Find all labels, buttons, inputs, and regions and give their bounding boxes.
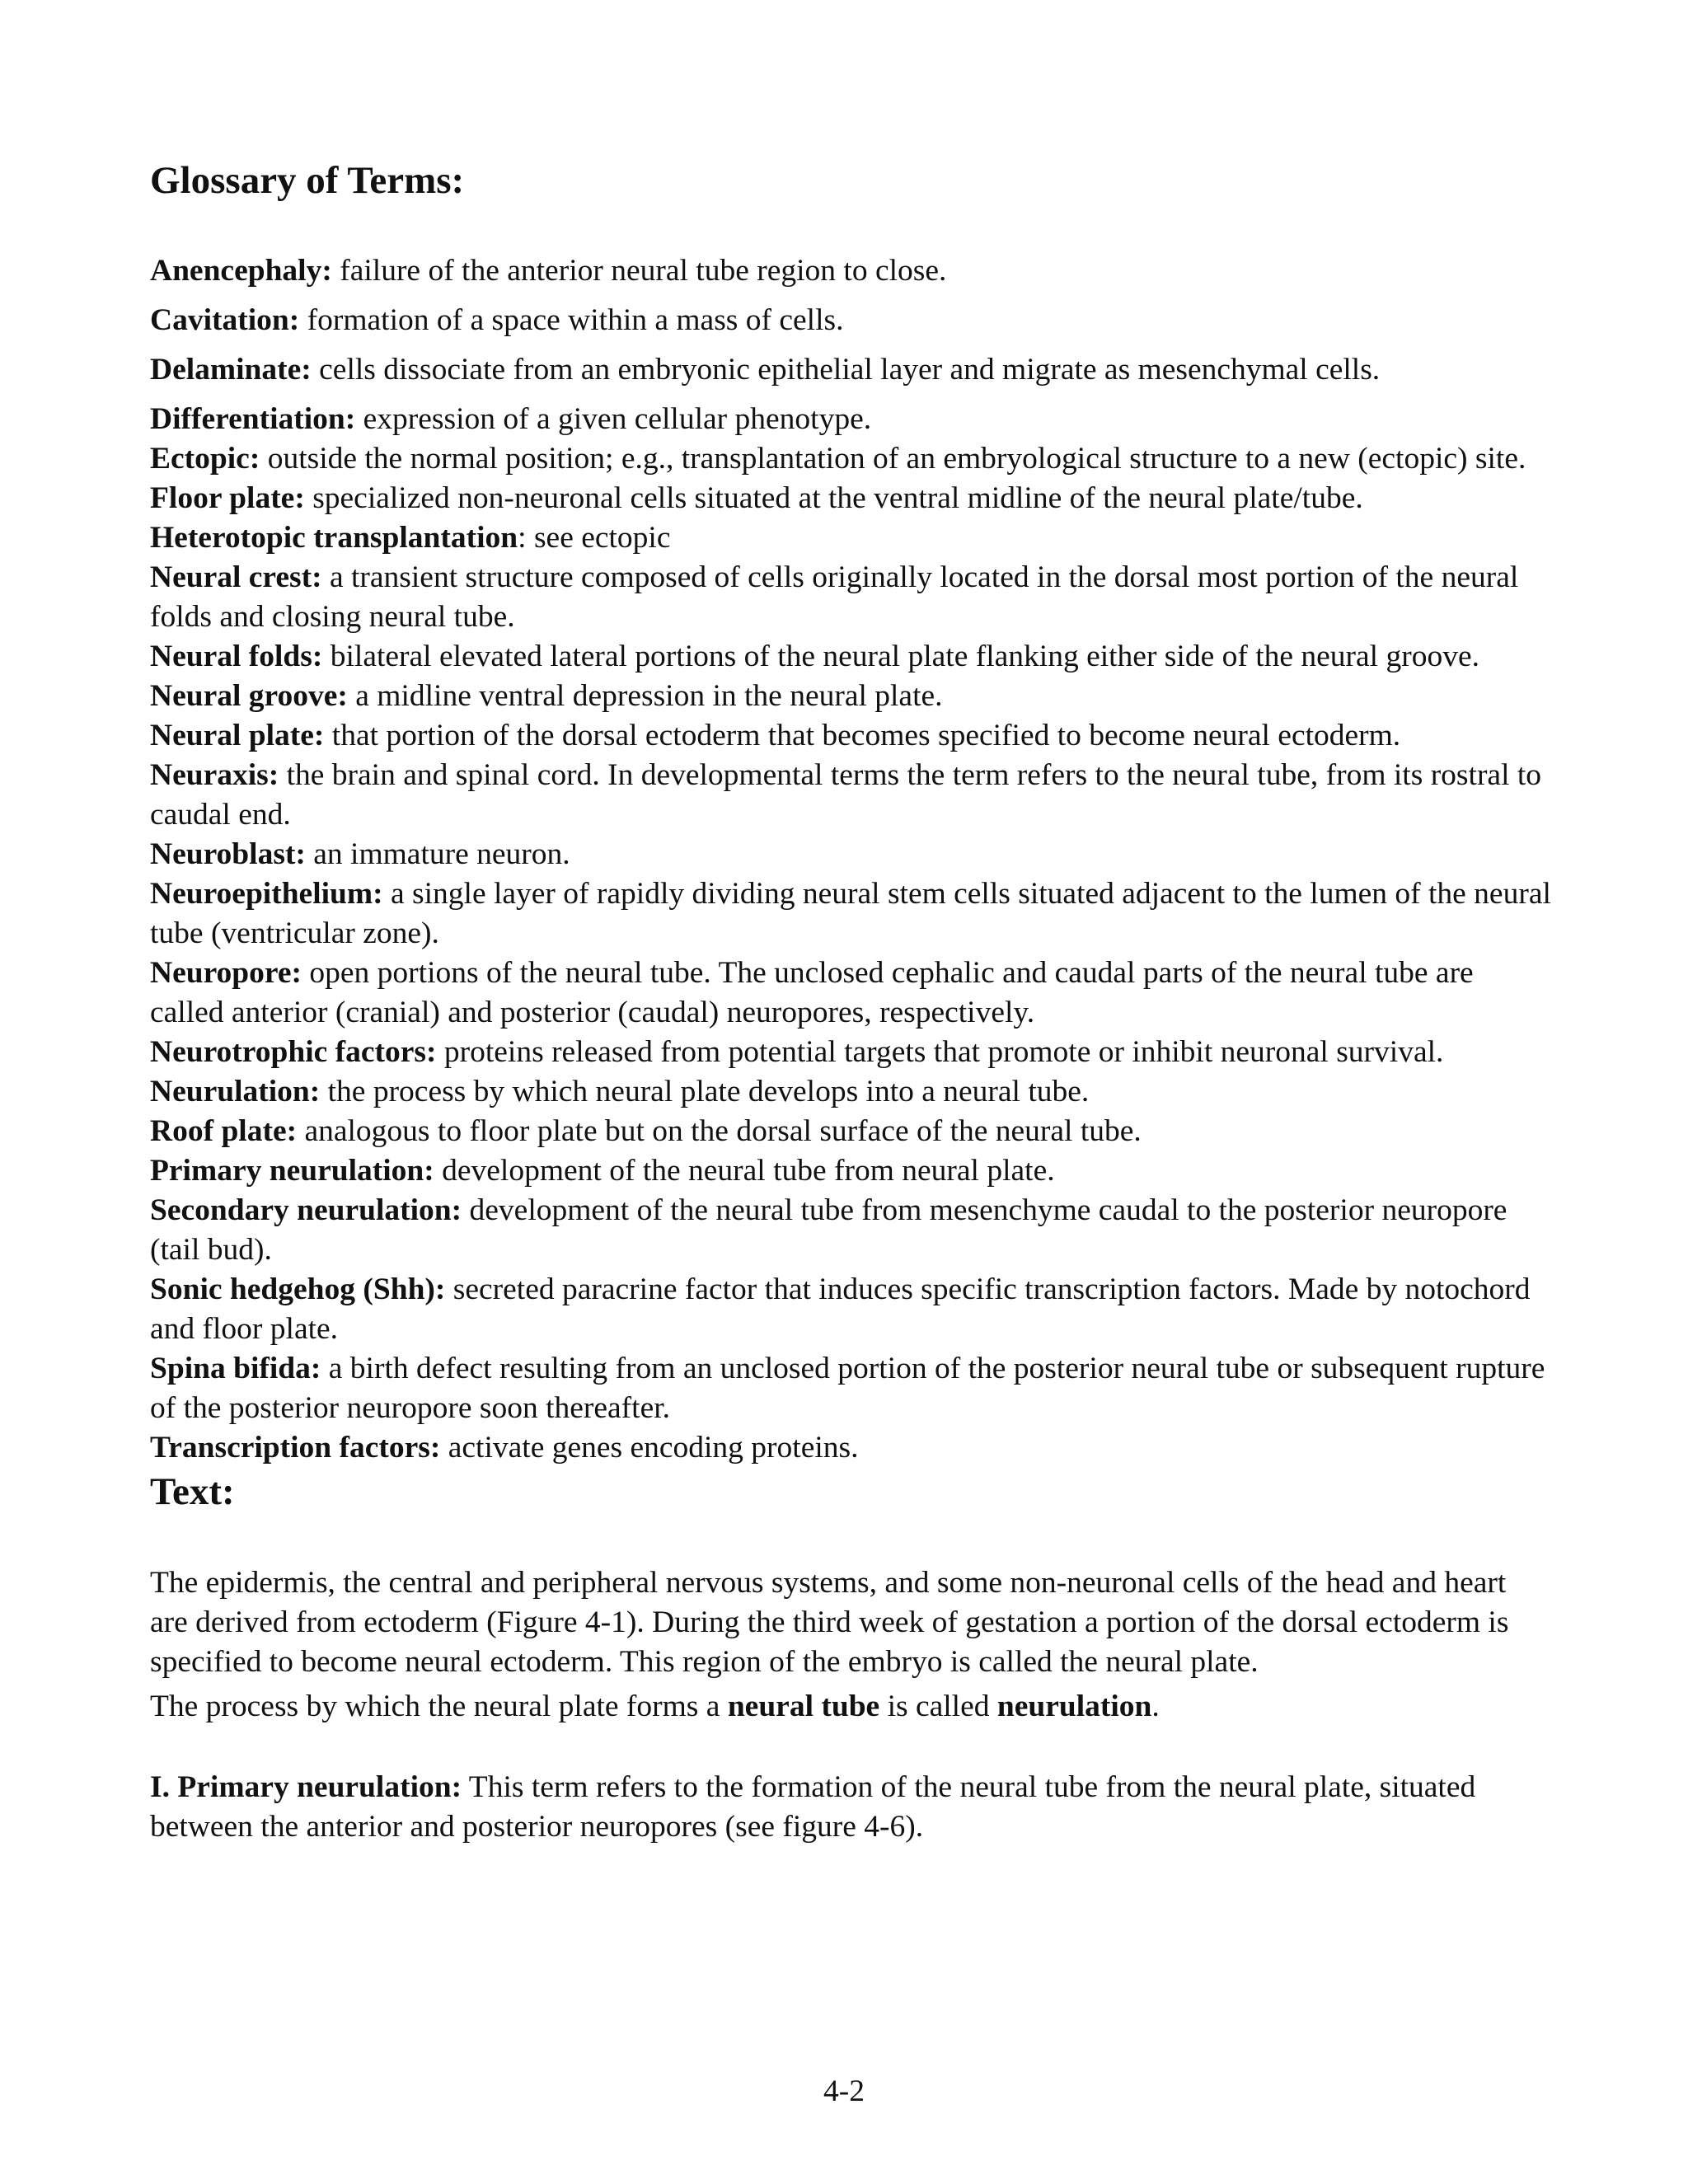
glossary-definition: failure of the anterior neural tube region to close.	[331, 254, 947, 288]
glossary-definition: analogous to floor plate but on the dorsal surface of the neural tube.	[297, 1114, 1142, 1148]
primary-neurulation-paragraph	[150, 1768, 1551, 1847]
neurulation-sentence	[150, 1687, 1551, 1727]
glossary-entry-ectopic	[150, 439, 1551, 479]
glossary-term: Floor plate:	[150, 481, 305, 515]
glossary-term: Sonic hedgehog (Shh):	[150, 1272, 446, 1306]
glossary-term: Primary neurulation:	[150, 1154, 434, 1188]
glossary-entry-neural-folds	[150, 637, 1551, 677]
glossary-list	[150, 251, 1551, 1468]
glossary-entry-neural-groove	[150, 677, 1551, 716]
glossary-entry-neuropore	[150, 954, 1551, 1033]
glossary-definition: : see ectopic	[518, 521, 671, 555]
glossary-definition: cells dissociate from an embryonic epithelial layer and migrate as mesenchymal cells.	[311, 353, 1381, 387]
glossary-heading: Glossary of Terms:	[150, 159, 465, 202]
glossary-term: Neurulation:	[150, 1075, 321, 1108]
glossary-entry-heterotopic-transplantation	[150, 518, 1551, 558]
glossary-definition: expression of a given cellular phenotype.	[355, 402, 872, 436]
glossary-definition: a single layer of rapidly dividing neural stem cells situated adjacent to the lumen of the neural tube (ventricular zone).	[150, 877, 1551, 950]
glossary-entry-sonic-hedgehog	[150, 1270, 1551, 1349]
glossary-definition: open portions of the neural tube. The unclosed cephalic and caudal parts of the neural tube are called anterior (cranial) and posterior (caudal) neuropores, respectively.	[150, 956, 1474, 1029]
glossary-entry-secondary-neurulation	[150, 1191, 1551, 1270]
sentence-text: is called	[879, 1690, 997, 1723]
glossary-term: Transcription factors:	[150, 1431, 441, 1465]
document-page	[150, 157, 1551, 1847]
sentence-text: The process by which the neural plate forms a	[150, 1690, 728, 1723]
glossary-definition: development of the neural tube from mesenchyme caudal to the posterior neuropore (tail bud).	[150, 1193, 1507, 1267]
glossary-definition: specialized non-neuronal cells situated at the ventral midline of the neural plate/tube.	[304, 481, 1363, 515]
primary-neurulation-label: I. Primary neurulation:	[150, 1770, 462, 1804]
intro-paragraph: The epidermis, the central and peripheral nervous systems, and some non-neuronal cells of the head and heart are derived from ectoderm (Figure 4-1). During the third week of gestation a portion of the dorsal ectoderm is specified to become neural ectoderm. This region of the embryo is called the neural plate.	[150, 1566, 1509, 1679]
glossary-term: Neural plate:	[150, 719, 325, 752]
glossary-definition: secreted paracrine factor that induces specific transcription factors. Made by notochord and floor plate.	[150, 1272, 1531, 1346]
bold-term-neural-tube: neural tube	[727, 1690, 880, 1723]
glossary-definition: formation of a space within a mass of cells.	[299, 303, 844, 337]
glossary-definition: the process by which neural plate develops into a neural tube.	[320, 1075, 1090, 1108]
glossary-term: Spina bifida:	[150, 1352, 321, 1385]
glossary-entry-delaminate	[150, 350, 1551, 390]
glossary-term: Heterotopic transplantation	[150, 521, 518, 555]
glossary-term: Delaminate:	[150, 353, 312, 387]
glossary-entry-anencephaly	[150, 251, 1551, 291]
glossary-entry-transcription-factors	[150, 1428, 1551, 1468]
glossary-definition: proteins released from potential targets that promote or inhibit neuronal survival.	[436, 1035, 1444, 1069]
glossary-entry-neuroepithelium	[150, 874, 1551, 954]
glossary-entry-spina-bifida	[150, 1349, 1551, 1428]
glossary-entry-neuroblast	[150, 835, 1551, 874]
glossary-definition: outside the normal position; e.g., transplantation of an embryological structure to a new (ectopic) site.	[260, 442, 1526, 476]
glossary-entry-neural-plate	[150, 716, 1551, 756]
glossary-definition: bilateral elevated lateral portions of the neural plate flanking either side of the neural groove.	[322, 640, 1479, 673]
sentence-text: .	[1151, 1690, 1160, 1723]
glossary-entry-neurotrophic-factors	[150, 1033, 1551, 1072]
glossary-definition: the brain and spinal cord. In developmental terms the term refers to the neural tube, from its rostral to caudal end.	[150, 758, 1542, 832]
glossary-entry-neural-crest	[150, 558, 1551, 637]
page-number: 4-2	[823, 2074, 865, 2108]
bold-term-neurulation: neurulation	[996, 1690, 1152, 1723]
glossary-term: Ectopic:	[150, 442, 260, 476]
glossary-entry-floor-plate	[150, 479, 1551, 518]
glossary-term: Neuropore:	[150, 956, 302, 990]
glossary-entry-differentiation	[150, 400, 1551, 439]
glossary-term: Neural folds:	[150, 640, 323, 673]
glossary-term: Secondary neurulation:	[150, 1193, 462, 1227]
glossary-term: Neural crest:	[150, 560, 322, 594]
glossary-term: Neuroblast:	[150, 837, 306, 871]
glossary-term: Cavitation:	[150, 303, 300, 337]
glossary-term: Neuraxis:	[150, 758, 279, 792]
glossary-definition: a transient structure composed of cells originally located in the dorsal most portion of the neural folds and closing neural tube.	[150, 560, 1519, 634]
text-heading: Text:	[150, 1470, 235, 1513]
glossary-term: Neurotrophic factors:	[150, 1035, 437, 1069]
glossary-definition: activate genes encoding proteins.	[440, 1431, 859, 1465]
glossary-term: Anencephaly:	[150, 254, 332, 288]
glossary-definition: an immature neuron.	[305, 837, 570, 871]
glossary-definition: a midline ventral depression in the neural plate.	[347, 679, 943, 713]
glossary-term: Differentiation:	[150, 402, 356, 436]
glossary-entry-neurulation	[150, 1072, 1551, 1112]
glossary-term: Neuroepithelium:	[150, 877, 383, 911]
glossary-term: Roof plate:	[150, 1114, 298, 1148]
glossary-definition: development of the neural tube from neural plate.	[434, 1154, 1055, 1188]
glossary-entry-cavitation	[150, 301, 1551, 340]
glossary-definition: that portion of the dorsal ectoderm that becomes specified to become neural ectoderm.	[324, 719, 1401, 752]
glossary-entry-primary-neurulation	[150, 1151, 1551, 1191]
glossary-definition: a birth defect resulting from an unclosed portion of the posterior neural tube or subsequent rupture of the posterior neuropore soon thereafter.	[150, 1352, 1545, 1425]
glossary-entry-roof-plate	[150, 1112, 1551, 1151]
glossary-term: Neural groove:	[150, 679, 348, 713]
glossary-entry-neuraxis	[150, 756, 1551, 835]
primary-neurulation-text: This term refers to the formation of the neural tube from the neural plate, situated between the anterior and posterior neuropores (see figure 4-6).	[150, 1770, 1476, 1844]
